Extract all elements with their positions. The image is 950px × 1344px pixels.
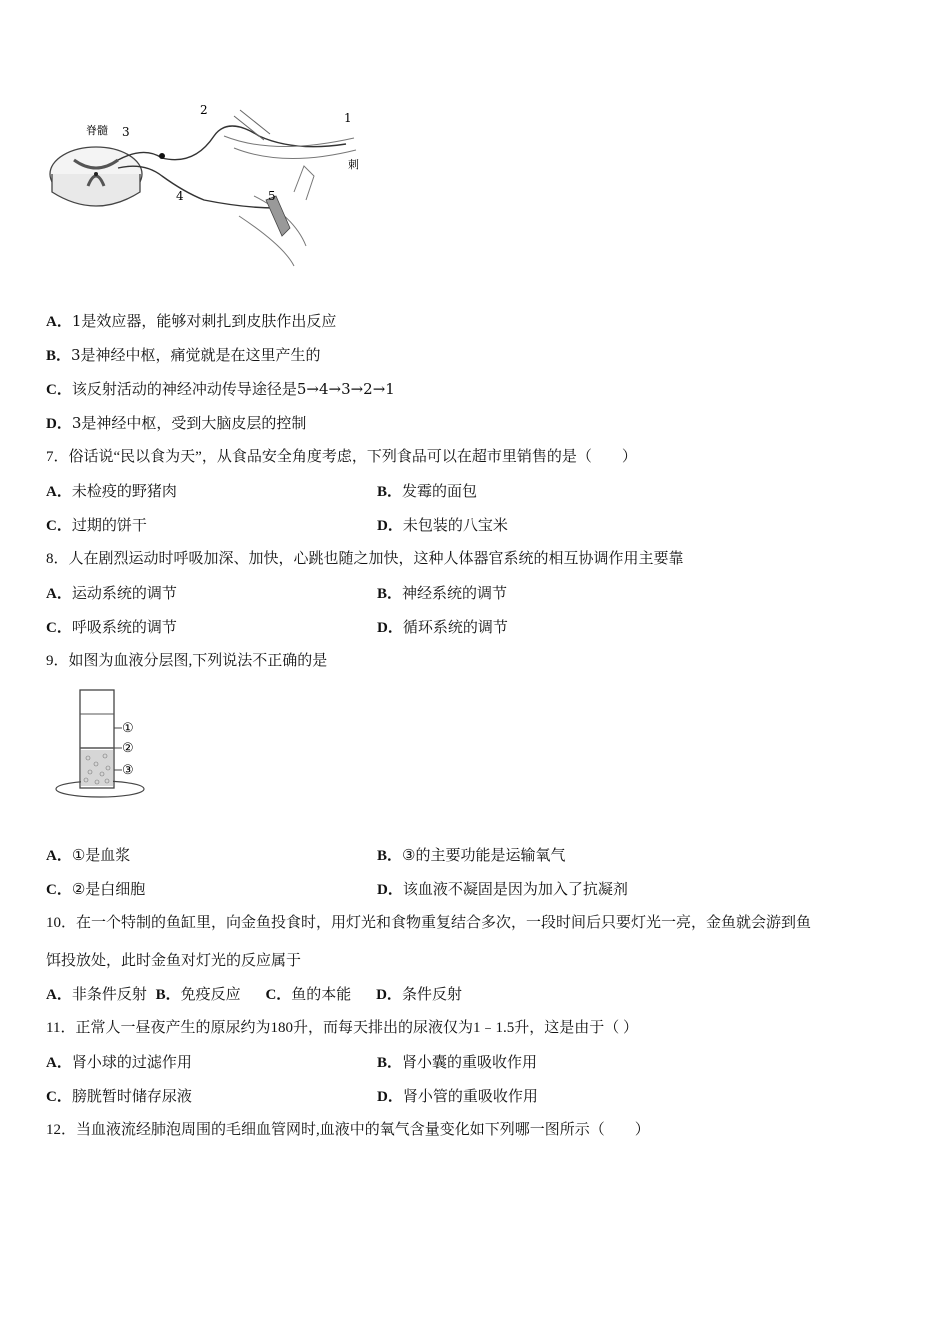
q6-option-d: D．3是神经中枢，受到大脑皮层的控制 xyxy=(46,414,307,432)
q6-option-c: C．该反射活动的神经冲动传导途径是5→4→3→2→1 xyxy=(46,380,395,398)
q12-stem: 12．当血液流经肺泡周围的毛细血管网时,血液中的氧气含量变化如下列哪一图所示（ ） xyxy=(46,1122,650,1138)
label-spinal: 脊髓 xyxy=(86,124,108,137)
q8-stem: 8．人在剧烈运动时呼吸加深、加快，心跳也随之加快，这种人体器官系统的相互协调作用主要靠 xyxy=(46,551,684,567)
q7-stem: 7．俗话说“民以食为天”，从食品安全角度考虑，下列食品可以在超市里销售的是（ ） xyxy=(46,449,637,465)
q7-option-b: B．发霉的面包 xyxy=(377,482,478,500)
q8-option-b: B．神经系统的调节 xyxy=(377,584,508,602)
label-stim: 刺 xyxy=(348,158,359,171)
label-circle-1: ① xyxy=(122,721,134,736)
q11-option-c: C．膀胱暂时储存尿液 xyxy=(46,1087,192,1105)
q10-options: A．非条件反射 B．免疫反应 C．鱼的本能 D．条件反射 xyxy=(46,985,462,1003)
q10-stem-line2: 饵投放处，此时金鱼对灯光的反应属于 xyxy=(46,951,302,969)
q11-stem: 11．正常人一昼夜产生的原尿约为180升，而每天排出的尿液仅为1﹣1.5升，这是由于（ ） xyxy=(46,1020,638,1036)
q9-option-a: A．①是血浆 xyxy=(46,846,131,864)
label-2: 2 xyxy=(200,103,208,117)
q7-option-d: D．未包装的八宝米 xyxy=(377,516,508,534)
rbc-layer xyxy=(81,750,113,786)
label-1: 1 xyxy=(344,111,352,125)
q11-option-b: B．肾小囊的重吸收作用 xyxy=(377,1053,538,1071)
label-5: 5 xyxy=(268,189,276,203)
q7-option-c: C．过期的饼干 xyxy=(46,516,147,534)
label-3: 3 xyxy=(122,125,130,139)
q8-option-c: C．呼吸系统的调节 xyxy=(46,618,177,636)
q6-option-a: A．1是效应器，能够对刺扎到皮肤作出反应 xyxy=(46,312,337,330)
q11-option-d: D．肾小管的重吸收作用 xyxy=(377,1087,538,1105)
q11-option-a: A．肾小球的过滤作用 xyxy=(46,1053,192,1071)
reflex-arc-figure xyxy=(44,96,374,282)
q6-option-b: B．3是神经中枢，痛觉就是在这里产生的 xyxy=(46,346,321,364)
q8-option-a: A．运动系统的调节 xyxy=(46,584,177,602)
q10-stem-line1: 10．在一个特制的鱼缸里，向金鱼投食时，用灯光和食物重复结合多次，一段时间后只要灯光一亮，金鱼就会游到鱼 xyxy=(46,915,812,931)
label-circle-2: ② xyxy=(122,741,134,756)
blood-layer-figure xyxy=(50,684,170,804)
label-4: 4 xyxy=(176,189,184,203)
label-circle-3: ③ xyxy=(122,763,134,778)
q9-option-b: B．③的主要功能是运输氧气 xyxy=(377,846,566,864)
q7-option-a: A．未检疫的野猪肉 xyxy=(46,482,177,500)
q8-option-d: D．循环系统的调节 xyxy=(377,618,508,636)
q9-stem: 9．如图为血液分层图,下列说法不正确的是 xyxy=(46,653,328,669)
q9-option-c: C．②是白细胞 xyxy=(46,880,146,898)
q9-option-d: D．该血液不凝固是因为加入了抗凝剂 xyxy=(377,880,628,898)
